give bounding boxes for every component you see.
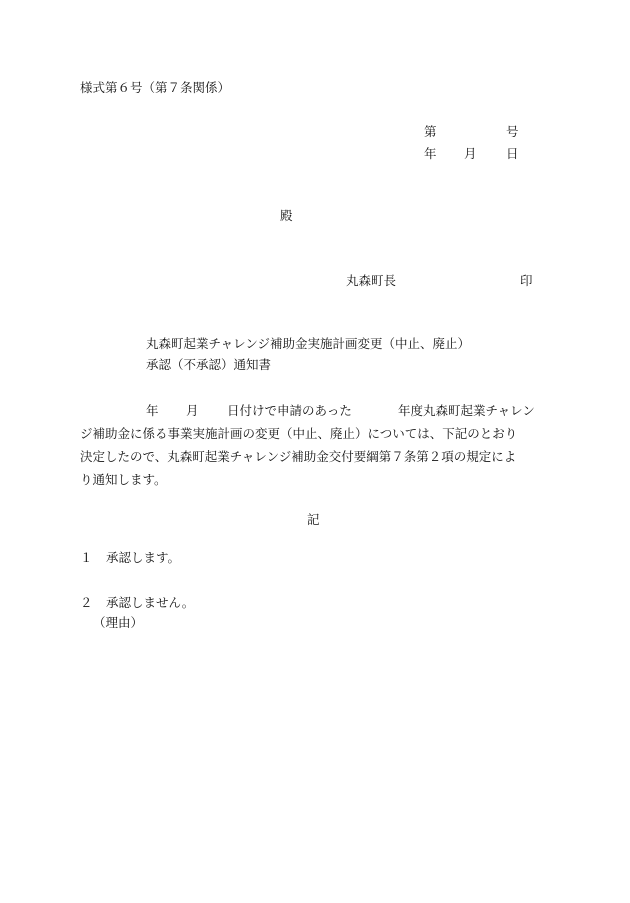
- date-month: 月: [464, 146, 477, 161]
- date-year: 年: [424, 146, 437, 161]
- item-text: 承認します。: [106, 550, 181, 565]
- doc-number-suffix: 号: [506, 124, 519, 139]
- body-tail: 年度丸森町起業チャレン: [398, 403, 535, 418]
- date-day: 日: [506, 146, 519, 161]
- doc-title-line1: 丸森町起業チャレンジ補助金実施計画変更（中止、廃止）: [146, 336, 471, 351]
- addressee-honorific: 殿: [280, 208, 293, 223]
- ki-heading: 記: [307, 512, 320, 527]
- doc-title-line2: 承認（不承認）通知書: [146, 357, 272, 372]
- item-text: 承認しません。: [106, 595, 195, 610]
- body-day-rest: 日付けで申請のあった: [227, 403, 352, 418]
- sender-title: 丸森町長: [346, 273, 397, 288]
- body-month: 月: [186, 403, 199, 418]
- body-year: 年: [146, 403, 159, 418]
- seal-mark: 印: [520, 273, 533, 288]
- body-line3: 決定したので、丸森町起業チャレンジ補助金交付要綱第７条第２項の規定によ: [80, 449, 517, 464]
- reason-label: （理由）: [93, 615, 144, 630]
- item-number: ２: [80, 595, 93, 610]
- form-label: 様式第６号（第７条関係）: [80, 80, 231, 95]
- item-number: １: [80, 550, 93, 565]
- body-line2: ジ補助金に係る事業実施計画の変更（中止、廃止）については、下記のとおり: [80, 426, 518, 441]
- doc-number-prefix: 第: [424, 124, 437, 139]
- body-line4: り通知します。: [80, 472, 167, 487]
